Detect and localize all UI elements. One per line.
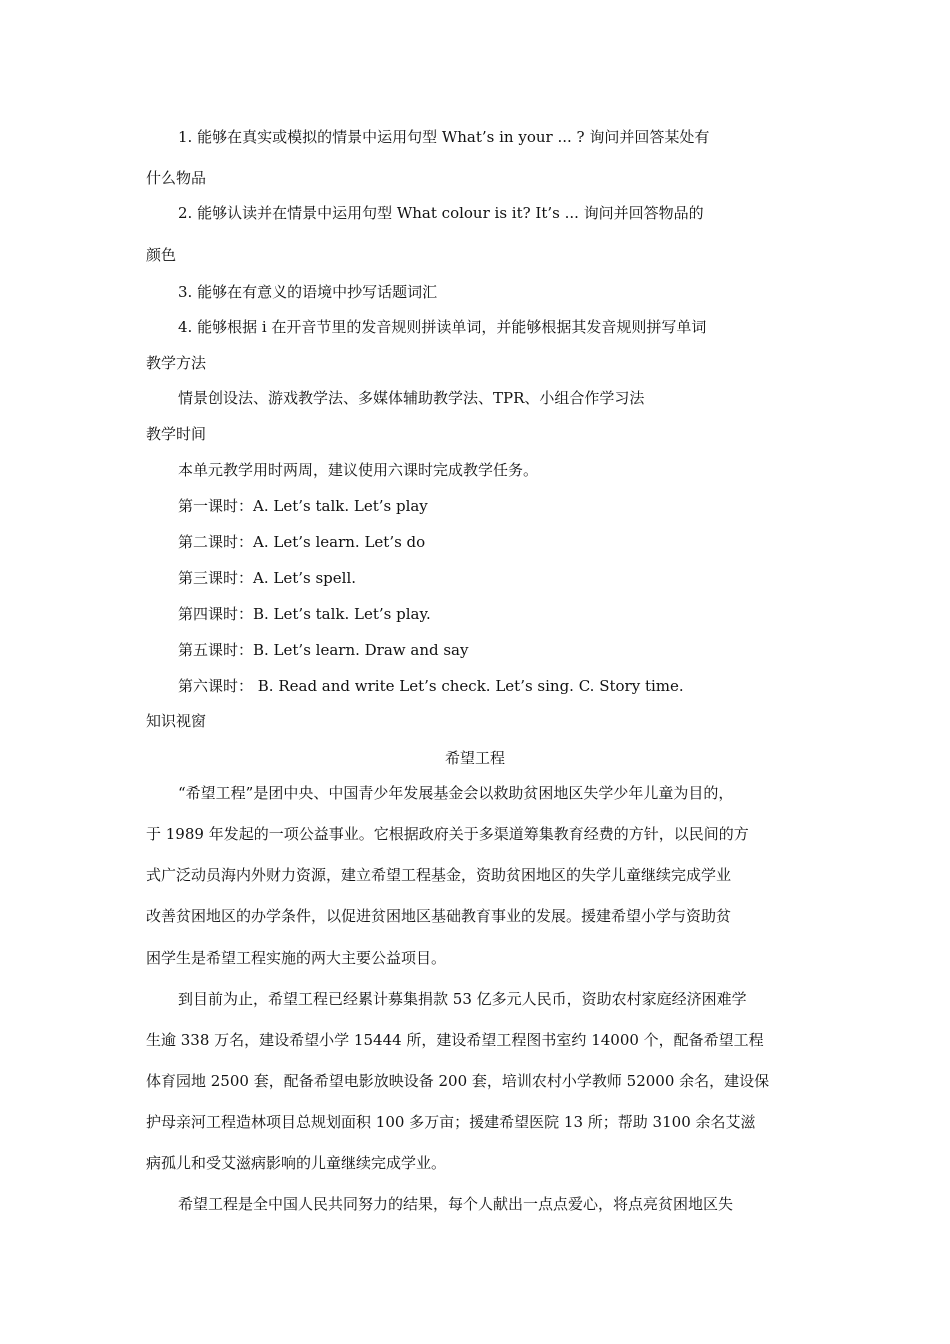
objective-2-line-2: 颜色 <box>146 246 177 264</box>
knowledge-heading: 知识视窗 <box>146 712 207 730</box>
objective-1-line-2: 什么物品 <box>146 169 207 187</box>
paragraph-2-line: 病孤儿和受艾滋病影响的儿童继续完成学业。 <box>146 1154 447 1172</box>
time-intro: 本单元教学用时两周，建议使用六课时完成教学任务。 <box>178 461 539 479</box>
article-title: 希望工程 <box>444 749 505 767</box>
paragraph-2-line: 到目前为止，希望工程已经累计募集捐款 53 亿多元人民币，资助农村家庭经济困难学 <box>178 990 747 1008</box>
paragraph-2-line: 生逾 338 万名，建设希望小学 15444 所，建设希望工程图书室约 14000 个，配备希望工程 <box>146 1031 764 1049</box>
paragraph-1-line: 于 1989 年发起的一项公益事业。它根据政府关于多渠道筹集教育经费的方针，以民间的方 <box>146 825 749 843</box>
time-heading: 教学时间 <box>146 425 207 443</box>
lesson-item: 第五课时：B. Let’s learn. Draw and say <box>178 641 469 659</box>
paragraph-1-line: 式广泛动员海内外财力资源，建立希望工程基金，资助贫困地区的失学儿童继续完成学业 <box>146 866 732 884</box>
lesson-item: 第三课时：A. Let’s spell. <box>178 569 357 587</box>
methods-content: 情景创设法、游戏教学法、多媒体辅助教学法、TPR、小组合作学习法 <box>178 389 645 407</box>
lesson-item: 第一课时：A. Let’s talk. Let’s play <box>178 497 428 515</box>
paragraph-2-line: 体育园地 2500 套，配备希望电影放映设备 200 套，培训农村小学教师 52000 余名，建设保 <box>146 1072 770 1090</box>
objective-4: 4. 能够根据 i 在开音节里的发音规则拼读单词，并能够根据其发音规则拼写单词 <box>178 318 707 336</box>
paragraph-1-line: 改善贫困地区的办学条件，以促进贫困地区基础教育事业的发展。援建希望小学与资助贫 <box>146 907 732 925</box>
lesson-item: 第二课时：A. Let’s learn. Let’s do <box>178 533 426 551</box>
paragraph-1-line: “希望工程”是团中央、中国青少年发展基金会以救助贫困地区失学少年儿童为目的， <box>178 784 734 802</box>
paragraph-1-line: 困学生是希望工程实施的两大主要公益项目。 <box>146 949 447 967</box>
paragraph-2-line: 护母亲河工程造林项目总规划面积 100 多万亩；援建希望医院 13 所；帮助 3100 余名艾滋 <box>146 1113 756 1131</box>
lesson-item: 第六课时： B. Read and write Let’s check. Let’s sing. C. Story time. <box>178 677 684 695</box>
objective-3: 3. 能够在有意义的语境中抄写话题词汇 <box>178 283 438 301</box>
objective-2-line-1: 2. 能够认读并在情景中运用句型 What colour is it? It’s ... 询问并回答物品的 <box>178 204 704 222</box>
methods-heading: 教学方法 <box>146 354 207 372</box>
objective-1-line-1: 1. 能够在真实或模拟的情景中运用句型 What’s in your ... ? 询问并回答某处有 <box>178 128 710 146</box>
lesson-item: 第四课时：B. Let’s talk. Let’s play. <box>178 605 431 623</box>
paragraph-3-line: 希望工程是全中国人民共同努力的结果，每个人献出一点点爱心，将点亮贫困地区失 <box>178 1195 734 1213</box>
